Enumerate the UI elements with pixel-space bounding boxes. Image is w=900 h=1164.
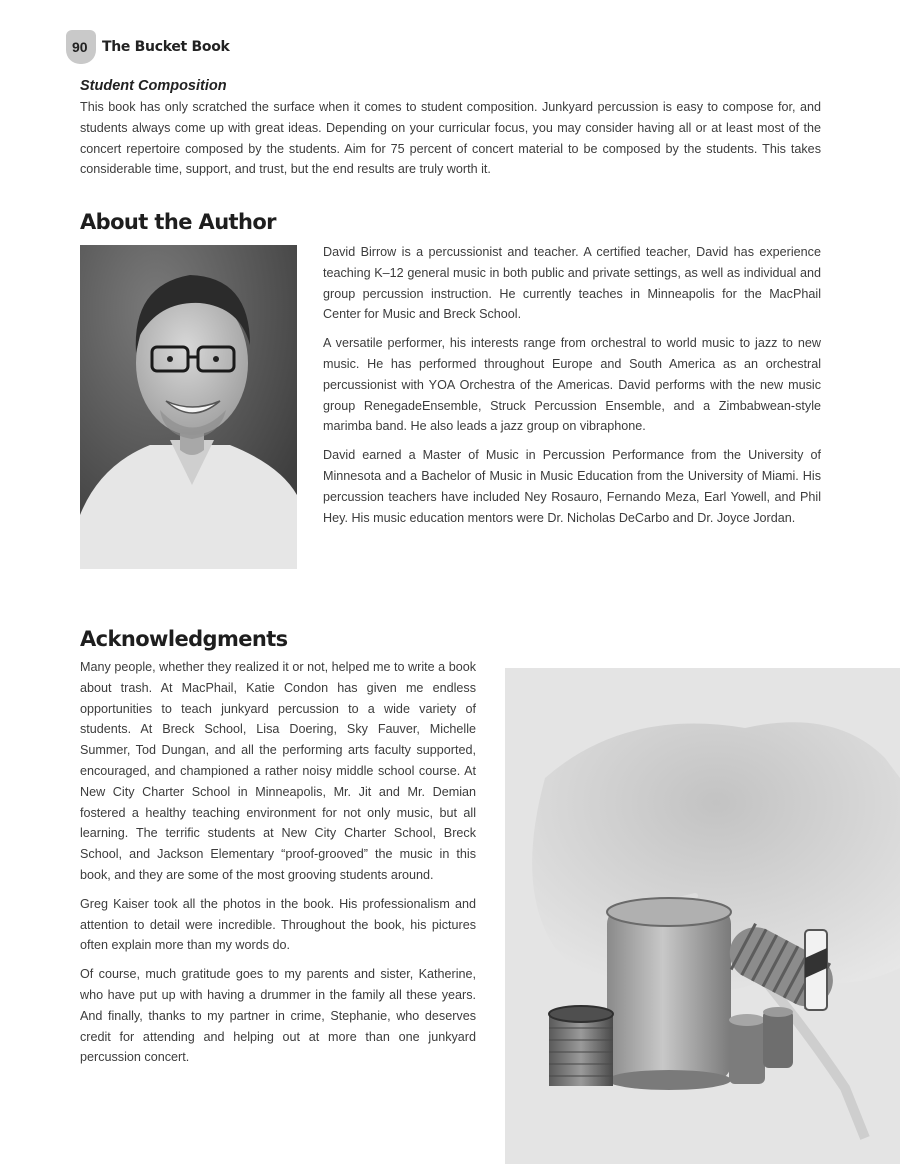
- author-portrait-illustration: [80, 245, 297, 569]
- acknowledgments-heading: Acknowledgments: [80, 627, 288, 651]
- ack-paragraph: Greg Kaiser took all the photos in the book. His professionalism and attention to detail were incredible. Throughout the book, his pictures often explain more than my words do.: [80, 896, 476, 953]
- acknowledgments-text: [80, 657, 476, 1076]
- student-composition-paragraph: This book has only scratched the surface when it comes to student composition. Junkyard percussion is easy to compose for, and students always come up with great ideas. Depending on your curricular focus, you may consider having all or at least most of the concert repertoire composed by the students. Aim for 75 percent of concert material to be composed by the students. This takes considerable time, support, and trust, but the end results are truly worth it.: [80, 100, 821, 177]
- author-photo: [80, 245, 297, 569]
- page-header: [66, 28, 326, 64]
- junkyard-percussion-illustration: [505, 668, 900, 1164]
- author-paragraph: A versatile performer, his interests range from orchestral to world music to jazz to new music. He has performed throughout Europe and South America as an orchestral percussionist with YOA Orchestra of the Americas. David performs with the new music group RenegadeEnsemble, Struck Percussion Ensemble, and a Zimbabwean-style marimba band. He also leads a jazz group on vibraphone.: [323, 336, 821, 434]
- author-paragraph: David earned a Master of Music in Percussion Performance from the University of Minnesota and a Bachelor of Music in Music Education from the University of Miami. His percussion teachers have included Ney Rosauro, Fernando Meza, Earl Yowell, and Phil Hey. His music education mentors were Dr. Nicholas DeCarbo and Dr. Joyce Jordan.: [323, 448, 821, 525]
- about-author-text: [323, 242, 821, 536]
- about-author-heading: About the Author: [80, 210, 276, 234]
- running-head: The Bucket Book: [102, 39, 230, 55]
- page-number: 90: [72, 39, 88, 55]
- author-paragraph: David Birrow is a percussionist and teacher. A certified teacher, David has experience teaching K–12 general music in both public and private settings, as well as individual and group percussion instruction. He currently teaches in Minneapolis for the MacPhail Center for Music and Breck School.: [323, 245, 821, 322]
- percussion-instruments-illustration: [505, 668, 900, 1164]
- student-composition-heading: Student Composition: [80, 78, 227, 94]
- ack-paragraph: Of course, much gratitude goes to my parents and sister, Katherine, who have put up with having a drummer in the family all these years. And finally, thanks to my partner in crime, Stephanie, who deserves credit for attending and helping out at more than one junkyard percussion concert.: [80, 967, 476, 1065]
- ack-paragraph: Many people, whether they realized it or not, helped me to write a book about trash. At MacPhail, Katie Condon has given me endless opportunities to teach junkyard percussion to a wide variety of students. At Breck School, Lisa Doering, Sky Fauver, Michelle Summer, Tod Dungan, and all the performing arts faculty supported, encouraged, and championed a rather noisy middle school course. At New City Charter School in Minneapolis, Mr. Jit and Mr. Demian fostered a healthy teaching environment for not only music, but all learning. The terrific students at New City Charter School, Breck School, and Jackson Elementary “proof-grooved” the music in this book, and they are some of the most grooving students around.: [80, 660, 476, 882]
